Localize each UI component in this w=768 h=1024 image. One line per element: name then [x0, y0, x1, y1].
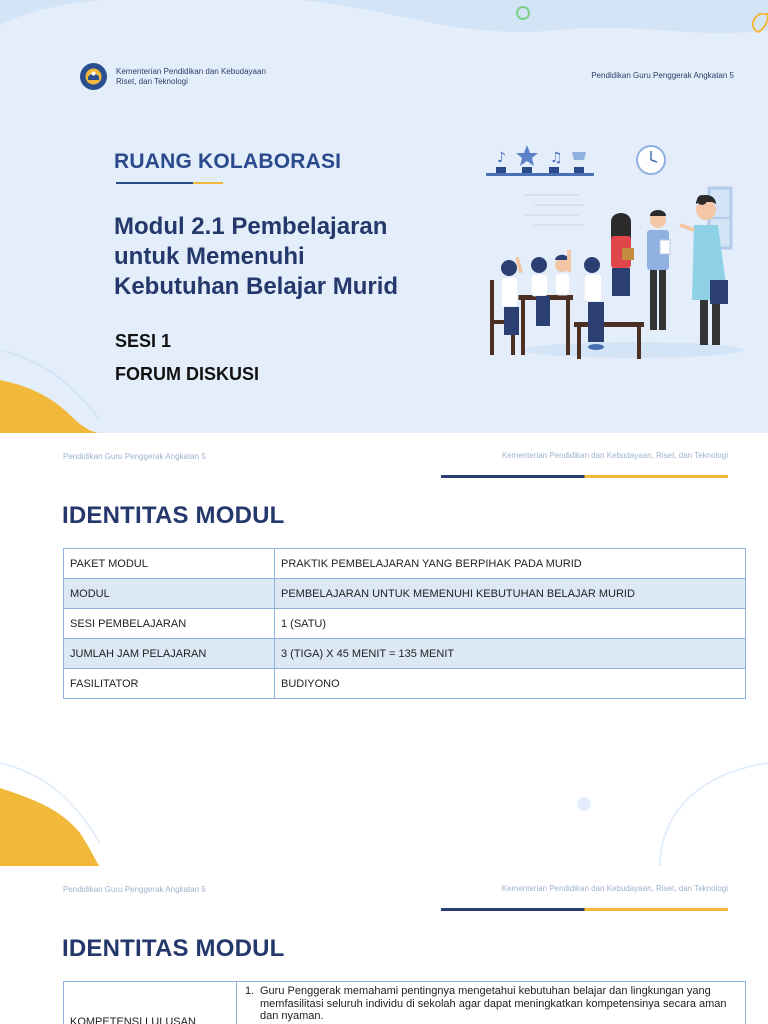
table-row: [64, 609, 746, 639]
row-key: SESI PEMBELAJARAN: [64, 609, 275, 639]
competency-table: [63, 981, 746, 1024]
row-key: MODUL: [64, 579, 275, 609]
list-number: 1.: [245, 985, 255, 997]
row-value: BUDIYONO: [275, 669, 746, 699]
table-row: [64, 982, 746, 1024]
ministry-line2: Riset, dan Teknologi: [116, 76, 188, 86]
row-value: [237, 982, 746, 1024]
list-text-line3: dan nyaman.: [260, 1010, 324, 1022]
row-key: KOMPETENSI LULUSAN: [64, 982, 237, 1024]
list-item: [243, 985, 739, 1023]
ministry-line1: Kementerian Pendidikan dan Kebudayaan: [116, 66, 266, 76]
ministry-logo: [80, 63, 107, 90]
module-title: [114, 212, 474, 302]
ruang-kolaborasi-heading: RUANG KOLABORASI: [114, 150, 342, 173]
footer-bar: [441, 475, 728, 478]
row-value: PEMBELAJARAN UNTUK MEMENUHI KEBUTUHAN BELAJAR MURID: [275, 579, 746, 609]
table-row: [64, 639, 746, 669]
classroom-illustration: [484, 140, 744, 365]
program-label: Pendidikan Guru Penggerak Angkatan 5: [591, 71, 734, 80]
identity-slide: [0, 433, 768, 866]
section-title: IDENTITAS MODUL: [62, 935, 285, 962]
row-key: JUMLAH JAM PELAJARAN: [64, 639, 275, 669]
section-title: IDENTITAS MODUL: [62, 502, 285, 529]
module-title-line3: Kebutuhan Belajar Murid: [114, 273, 399, 300]
footer-program: Pendidikan Guru Penggerak Angkatan 5: [63, 452, 206, 461]
row-key: FASILITATOR: [64, 669, 275, 699]
row-value: 3 (TIGA) X 45 MENIT = 135 MENIT: [275, 639, 746, 669]
competency-list: [243, 985, 739, 1023]
table-row: [64, 549, 746, 579]
table-row: [64, 669, 746, 699]
ministry-name: [116, 67, 266, 87]
row-value: 1 (SATU): [275, 609, 746, 639]
svg-text:♪: ♪: [497, 150, 506, 166]
list-text-line2: memfasilitasi seluruh individu di sekolah agar dapat meningkatkan kompetensinya secara aman: [260, 997, 727, 1010]
session-label: SESI 1: [115, 331, 172, 351]
footer-ministry: Kementerian Pendidikan dan Kebudayaan, Riset, dan Teknologi: [501, 884, 728, 893]
row-key: PAKET MODUL: [64, 549, 275, 579]
forum-label: FORUM DISKUSI: [115, 364, 259, 384]
list-text-line1: Guru Penggerak memahami pentingnya mengetahui kebutuhan belajar dan lingkungan yang: [260, 985, 711, 997]
module-title-line1: Modul 2.1 Pembelajaran: [114, 213, 388, 240]
row-value: PRAKTIK PEMBELAJARAN YANG BERPIHAK PADA MURID: [275, 549, 746, 579]
ministry-logo-block: [80, 63, 266, 90]
module-title-line2: untuk Memenuhi: [114, 243, 305, 270]
table-row: [64, 579, 746, 609]
footer-bar: [441, 908, 728, 911]
competency-slide: [0, 866, 768, 1024]
footer-ministry: Kementerian Pendidikan dan Kebudayaan, Riset, dan Teknologi: [501, 451, 728, 460]
heading-underline: [116, 182, 223, 184]
svg-text:♫: ♫: [550, 150, 563, 166]
cover-slide: [0, 0, 768, 433]
identity-table: [63, 548, 746, 699]
footer-program: Pendidikan Guru Penggerak Angkatan 5: [63, 885, 206, 894]
